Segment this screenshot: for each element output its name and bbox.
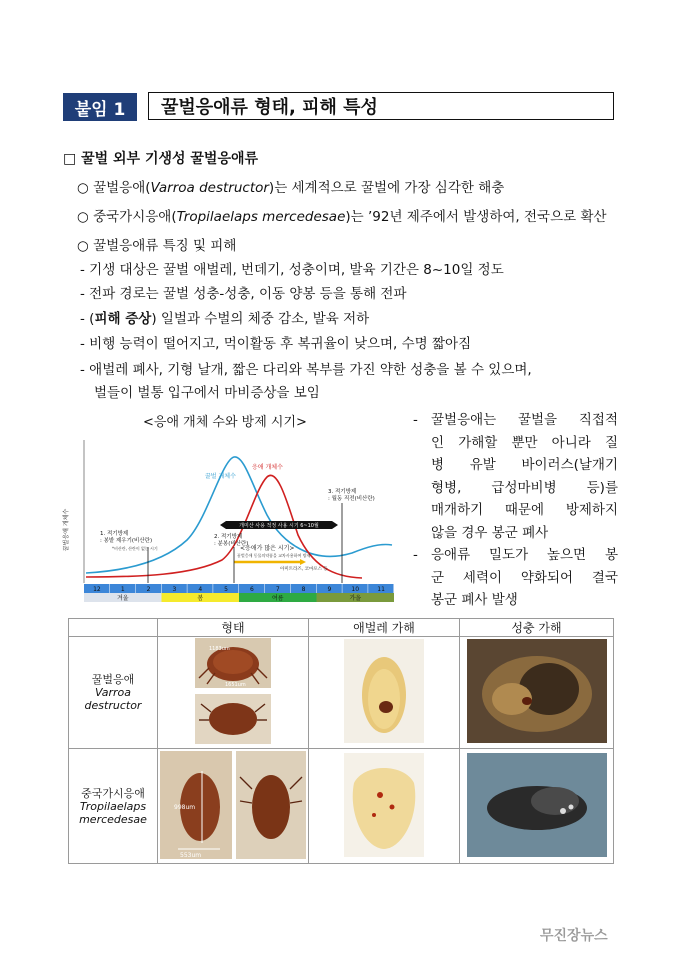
varroa-larva-photo: [344, 639, 424, 743]
month-label: 9: [327, 586, 332, 593]
tropilaelaps-name-cell: [69, 749, 158, 864]
tropilaelaps-larva-cell: [309, 749, 460, 864]
month-label: 4: [198, 586, 203, 593]
varroa-measure-1: 1183um: [209, 646, 230, 652]
mite-series-label: 응애 개체수: [252, 464, 283, 471]
side-note-1-line: 인 가해할 뿐만 아니라 질: [431, 434, 618, 451]
dash-symptom-suffix: ) 일벌과 수벌의 체중 감소, 발육 저하: [151, 311, 370, 327]
watermark: 무진장뉴스: [540, 928, 608, 944]
attachment-tag: 붙임 1: [63, 93, 137, 121]
side-note-2: [413, 544, 618, 612]
side-note-1-line: 형병, 급성마비병 등)를: [431, 479, 618, 496]
side-note-1-line: 매개하기 때문에 방제하지: [431, 502, 618, 518]
tropilaelaps-measure-1: 998um: [174, 803, 196, 811]
dash-larva-line2: 벌들이 벌통 입구에서 마비증상을 보임: [94, 385, 320, 401]
tropilaelaps-shape-cell: [158, 749, 309, 864]
varroa-shape-cell: [158, 637, 309, 749]
month-label: 2: [146, 586, 151, 593]
month-label: 7: [275, 586, 280, 593]
month-band: [84, 584, 394, 593]
side-notes: [413, 409, 618, 612]
month-label: 1: [120, 586, 125, 593]
season-label: 겨울: [116, 595, 129, 602]
varroa-latin1: Varroa: [94, 686, 132, 699]
bee-series-label: 꿀벌 개체수: [205, 473, 236, 480]
pest-comparison-table: [68, 618, 614, 864]
table-row-tropilaelaps: [69, 749, 614, 864]
tropilaelaps-latin1: Tropilaelaps: [79, 799, 147, 813]
month-label: 8: [301, 586, 306, 593]
section-heading: □ 꿀벌 외부 기생성 꿀벌응애류: [63, 151, 259, 167]
dash-larva-line1: - 애벌레 폐사, 기형 날개, 짧은 다리와 복부를 가진 약한 성충을 볼 수 있으며,: [80, 362, 532, 378]
season-label: 가을: [349, 595, 362, 602]
control1-note: *비산란, 산란이 없는 시기: [112, 546, 158, 551]
tropilaelaps-larva-photo: [344, 753, 424, 857]
control3-title: 3. 적기방제: [328, 489, 357, 495]
control2-sub: : 분봉(비산란): [214, 541, 249, 547]
side-note-1-line: - 꿀벌응애는 꿀벌을 직접적: [413, 412, 618, 428]
tropilaelaps-latin2: mercedesae: [79, 812, 147, 826]
varroa-adult-photo: [467, 639, 607, 743]
dash-symptom: [80, 310, 369, 328]
table-row-varroa: [69, 637, 614, 749]
page-title: 꿀벌응애류 형태, 피해 특성: [148, 92, 614, 120]
table-header-row: [69, 619, 614, 637]
tropilaelaps-adult-photo: [467, 753, 607, 857]
month-label: 5: [224, 586, 228, 593]
side-note-1-line: 않을 경우 봉군 폐사: [431, 524, 549, 541]
dash-symptom-prefix: - (: [80, 311, 95, 327]
varroa-adult-cell: [460, 637, 614, 749]
side-note-2-line: 봉군 폐사 발생: [431, 592, 518, 608]
control2-title: 2. 적기방제: [214, 534, 243, 540]
month-label: 10: [351, 586, 360, 593]
month-label: 12: [93, 586, 101, 593]
tropilaelaps-adult-cell: [460, 749, 614, 864]
drug-label: 아미트라즈, 코마포스 등: [280, 567, 328, 572]
varroa-measure-2: 1651um: [225, 682, 246, 688]
item-tropilaelaps-suffix: )는 ’92년 제주에서 발생하여, 전국으로 확산: [345, 209, 607, 225]
peak-sub: 꿀벌응애 동물의약품을 교차사용하여 방제: [237, 553, 311, 558]
formic-acid-label: 개미산 사용 적정 사용 시기 6~10월: [239, 523, 319, 529]
dash-host: - 기생 대상은 꿀벌 애벌레, 번데기, 성충이며, 발육 기간은 8~10일 정도: [80, 262, 504, 278]
peak-arrow-head: [300, 559, 306, 565]
varroa-larva-cell: [309, 637, 460, 749]
month-label: 6: [250, 586, 254, 593]
peak-label: <응애가 많은 시기>: [240, 545, 295, 552]
side-note-2-line: - 응애류 밀도가 높으면 봉: [413, 547, 618, 563]
item-tropilaelaps-latin: Tropilaelaps mercedesae: [176, 209, 346, 225]
chart-caption: <응애 개체 수와 방제 시기>: [143, 415, 307, 430]
item-tropilaelaps: [77, 208, 607, 226]
dash-spread: - 전파 경로는 꿀벌 성충-성충, 이동 양봉 등을 통해 전파: [80, 286, 407, 302]
control1-sub: : 봉밭 제우기(비산란): [100, 538, 153, 544]
item-varroa-prefix: ○ 꿀벌응애(: [77, 180, 151, 196]
season-label: 봄: [197, 595, 204, 602]
y-axis-label: 꿀벌응애 개체수: [63, 508, 70, 552]
season-band: [84, 593, 394, 602]
season-label: 여름: [271, 595, 284, 602]
tropilaelaps-measure-2: 553um: [180, 851, 202, 859]
item-tropilaelaps-prefix: ○ 중국가시응애(: [77, 209, 177, 225]
varroa-mite-photo: [195, 638, 271, 744]
table-header-shape: 형태: [158, 619, 309, 637]
side-note-2-line: 군 세력이 약화되어 결국: [431, 569, 618, 586]
tropilaelaps-name: 중국가시응애: [81, 786, 145, 800]
month-label: 11: [377, 586, 385, 593]
dash-flight: - 비행 능력이 떨어지고, 먹이활동 후 복귀율이 낮으며, 수명 짧아짐: [80, 336, 472, 352]
dash-symptom-bold: 피해 증상: [94, 311, 152, 327]
tropilaelaps-mite-photo: [160, 751, 306, 859]
table-header-empty: [69, 619, 158, 637]
side-note-1-line: 병 유발 바이러스(날개기: [431, 457, 618, 473]
item-varroa-latin: Varroa destructor: [150, 180, 269, 196]
item-features: ○ 꿀벌응애류 특징 및 피해: [77, 238, 237, 254]
month-label: 3: [172, 586, 177, 593]
table-header-adult: 성충 가해: [460, 619, 614, 637]
item-varroa-suffix: )는 세계적으로 꿀벌에 가장 심각한 해충: [268, 180, 505, 196]
mite-population-chart: [62, 435, 400, 605]
control1-title: 1. 적기방제: [100, 531, 129, 537]
item-varroa: [77, 179, 504, 197]
varroa-name: 꿀벌응애: [91, 673, 135, 686]
varroa-latin2: destructor: [84, 699, 142, 712]
varroa-name-cell: [69, 637, 158, 749]
table-header-larva: 애벌레 가해: [309, 619, 460, 637]
control3-sub: : 월동 직전(비산란): [328, 496, 375, 502]
side-note-1: [413, 409, 618, 544]
